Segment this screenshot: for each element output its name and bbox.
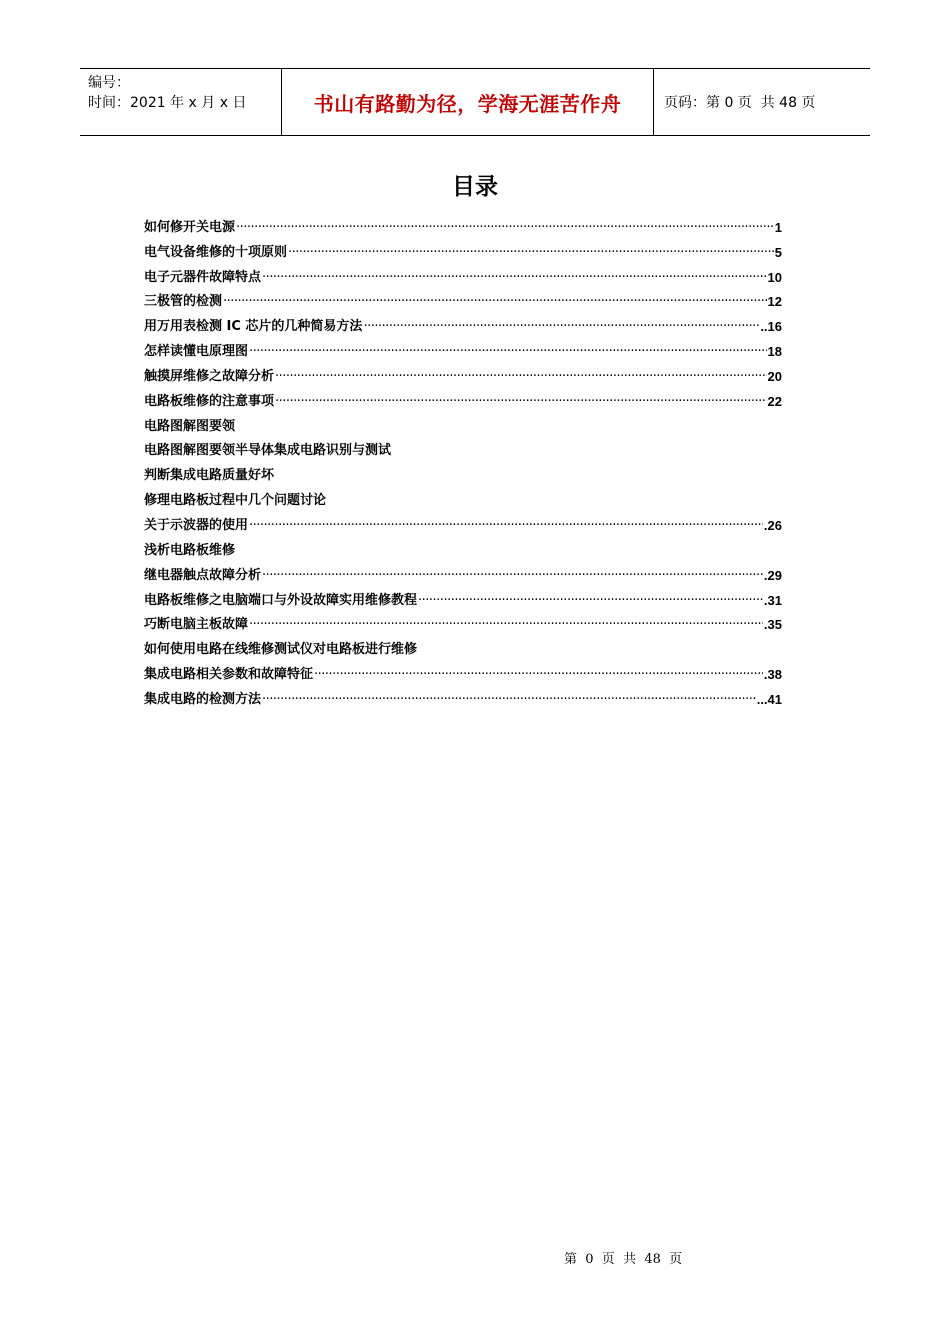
toc-leader-dots	[249, 518, 763, 533]
toc-leader-dots	[262, 692, 756, 707]
toc-entry-title: 怎样读懂电原理图	[144, 344, 249, 360]
toc-entry[interactable]	[144, 260, 782, 285]
toc-leader-dots	[262, 270, 767, 285]
toc-entry-page: .35	[763, 617, 782, 633]
toc-leader-dots	[275, 394, 767, 409]
toc-entry-page: 18	[767, 344, 782, 360]
header-motto: 书山有路勤为径，学海无涯苦作舟	[281, 69, 654, 135]
toc-entry[interactable]	[144, 632, 782, 657]
page-header	[80, 68, 870, 136]
toc-entry-title: 电路板维修之电脑端口与外设故障实用维修教程	[144, 592, 418, 608]
toc-entry-title: 三极管的检测	[144, 294, 223, 310]
toc-entry-title: 关于示波器的使用	[144, 517, 249, 533]
toc-entry-title: 继电器触点故障分析	[144, 567, 262, 583]
toc-entry-title: 如何修开关电源	[144, 219, 236, 235]
header-left	[80, 69, 281, 135]
toc-entry[interactable]	[144, 558, 782, 583]
toc-entry-page: .38	[763, 667, 782, 683]
toc-leader-dots	[418, 593, 763, 608]
toc-entry-page: 1	[774, 219, 782, 235]
toc-entry-title: 电气设备维修的十项原则	[144, 244, 288, 260]
toc-entry-page: .31	[763, 592, 782, 608]
toc-entry[interactable]	[144, 409, 782, 434]
toc-entry-title: 电路图解图要领半导体集成电路识别与测试	[144, 443, 392, 459]
toc-entry[interactable]	[144, 682, 782, 707]
toc-entry-page: ...41	[756, 691, 782, 707]
toc-entry[interactable]	[144, 359, 782, 384]
toc-entry[interactable]	[144, 508, 782, 533]
document-title: 目录	[452, 174, 498, 200]
toc-entry[interactable]	[144, 434, 782, 459]
toc-leader-dots	[363, 319, 759, 334]
toc-entry-page: .29	[763, 567, 782, 583]
toc-entry-page: ..16	[760, 319, 782, 335]
toc-leader-dots	[236, 220, 774, 235]
toc-entry-page: 12	[767, 294, 782, 310]
toc-entry-title: 修理电路板过程中几个问题讨论	[144, 493, 327, 509]
toc-entry-title: 巧断电脑主板故障	[144, 617, 249, 633]
toc-entry[interactable]	[144, 458, 782, 483]
toc-entry-title: 浅析电路板维修	[144, 542, 236, 558]
toc-leader-dots	[249, 617, 763, 632]
toc-entry-title: 如何使用电路在线维修测试仪对电路板进行维修	[144, 642, 418, 658]
toc-entry-title: 触摸屏维修之故障分析	[144, 368, 275, 384]
time-label: 时间：2021 年 x 月 x 日	[88, 95, 247, 111]
toc-entry-title: 用万用表检测 IC 芯片的几种简易方法	[144, 319, 363, 335]
page-footer: 第 0 页 共 48 页	[564, 1252, 683, 1267]
toc-entry-title: 判断集成电路质量好坏	[144, 468, 275, 484]
number-label: 编号：	[88, 75, 130, 91]
toc-entry-title: 集成电路相关参数和故障特征	[144, 667, 314, 683]
toc-leader-dots	[262, 568, 763, 583]
toc-entry-title: 集成电路的检测方法	[144, 691, 262, 707]
toc-leader-dots	[249, 344, 767, 359]
toc-entry-page: .26	[763, 517, 782, 533]
toc-entry[interactable]	[144, 483, 782, 508]
toc-leader-dots	[223, 294, 767, 309]
toc-entry[interactable]	[144, 334, 782, 359]
toc-entry-title: 电路图解图要领	[144, 418, 236, 434]
toc-entry[interactable]	[144, 384, 782, 409]
page-info-text: 页码：第 0 页 共 48 页	[664, 95, 816, 111]
toc-entry[interactable]	[144, 285, 782, 310]
toc-entry[interactable]	[144, 583, 782, 608]
toc-entry[interactable]	[144, 608, 782, 633]
toc-entry-title: 电子元器件故障特点	[144, 269, 262, 285]
header-page-info	[654, 69, 870, 135]
toc-entry[interactable]	[144, 309, 782, 334]
toc-entry[interactable]	[144, 657, 782, 682]
table-of-contents	[144, 210, 782, 707]
toc-entry[interactable]	[144, 210, 782, 235]
toc-entry-page: 10	[767, 269, 782, 285]
toc-entry-page: 22	[767, 393, 782, 409]
toc-leader-dots	[314, 667, 763, 682]
toc-entry[interactable]	[144, 533, 782, 558]
toc-leader-dots	[275, 369, 767, 384]
toc-entry-title: 电路板维修的注意事项	[144, 393, 275, 409]
toc-leader-dots	[288, 245, 774, 260]
toc-entry-page: 5	[774, 244, 782, 260]
toc-entry-page: 20	[767, 368, 782, 384]
toc-entry[interactable]	[144, 235, 782, 260]
